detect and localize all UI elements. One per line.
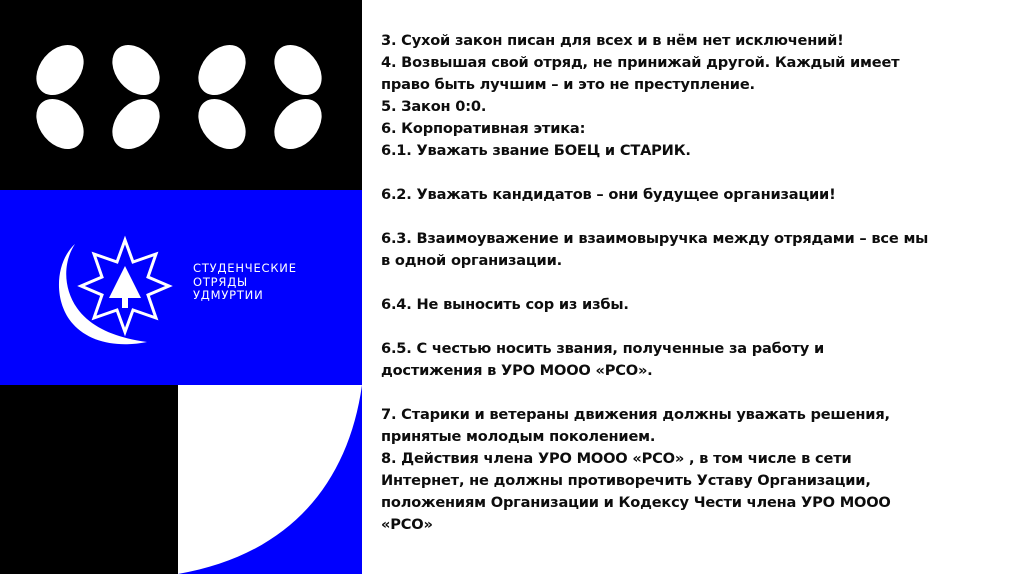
rule-6-4: 6.4. Не выносить сор из избы. xyxy=(381,296,629,313)
rule-6: 6. Корпоративная этика: xyxy=(381,120,586,137)
logo-text xyxy=(193,262,297,303)
rule-4: 4. Возвышая свой отряд, не принижай другой. Каждый имеет xyxy=(381,54,900,71)
spacer xyxy=(381,382,1011,404)
rule-6-2: 6.2. Уважать кандидатов – они будущее организации! xyxy=(381,186,836,203)
rule-5: 5. Закон 0:0. xyxy=(381,98,487,115)
logo-line: СТУДЕНЧЕСКИЕ xyxy=(193,261,297,275)
oval xyxy=(27,36,94,105)
spacer xyxy=(381,206,1011,228)
rule-6-1: 6.1. Уважать звание БОЕЦ и СТАРИК. xyxy=(381,142,691,159)
oval xyxy=(103,90,170,159)
ovals-pattern xyxy=(0,0,362,190)
rule-8-cont: положениям Организации и Кодексу Чести члена УРО МООО xyxy=(381,494,891,511)
star-emblem-icon xyxy=(55,232,175,350)
black-corner-block xyxy=(0,385,178,574)
rule-4-cont: право быть лучшим – и это не преступление. xyxy=(381,76,755,93)
logo-line: УДМУРТИИ xyxy=(193,288,264,302)
oval xyxy=(103,36,170,105)
rule-3: 3. Сухой закон писан для всех и в нём нет исключений! xyxy=(381,32,844,49)
rule-6-5: 6.5. С честью носить звания, полученные за работу и xyxy=(381,340,824,357)
oval xyxy=(265,36,332,105)
rule-6-5-cont: достижения в УРО МООО «РСО». xyxy=(381,362,653,379)
oval xyxy=(189,90,256,159)
blue-quarter-circle-block xyxy=(178,385,362,574)
rules-text xyxy=(381,30,1011,536)
rule-7-cont: принятые молодым поколением. xyxy=(381,428,656,445)
oval xyxy=(27,90,94,159)
spacer xyxy=(381,316,1011,338)
oval xyxy=(265,90,332,159)
rule-8: 8. Действия члена УРО МООО «РСО» , в том числе в сети xyxy=(381,450,852,467)
oval xyxy=(189,36,256,105)
rule-8-cont: Интернет, не должны противоречить Уставу Организации, xyxy=(381,472,871,489)
rule-6-3: 6.3. Взаимоуважение и взаимовыручка между отрядами – все мы xyxy=(381,230,929,247)
spacer xyxy=(381,162,1011,184)
rule-8-cont: «РСО» xyxy=(381,516,433,533)
decorative-panel xyxy=(0,0,362,574)
rule-6-3-cont: в одной организации. xyxy=(381,252,562,269)
spacer xyxy=(381,272,1011,294)
logo-line: ОТРЯДЫ xyxy=(193,274,248,289)
rule-7: 7. Старики и ветераны движения должны уважать решения, xyxy=(381,406,890,423)
